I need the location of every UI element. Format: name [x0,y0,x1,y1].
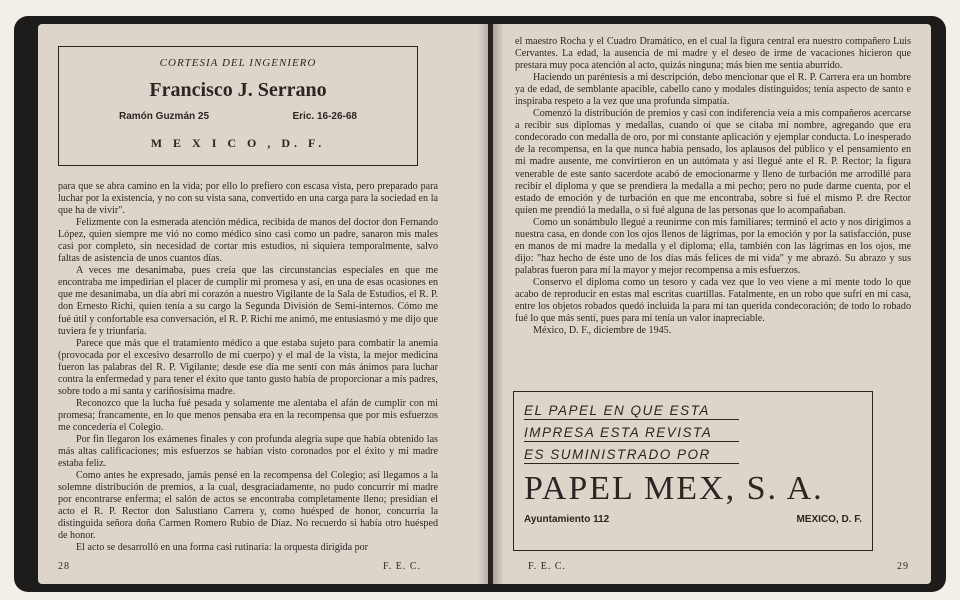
right-page-text [515,36,911,337]
supplier-contact-row [524,514,862,525]
paragraph: Parece que más que el tratamiento médico a que estaba sujeto para combatir la anemia (provocada por el excesivo desarrollo de mi cuerpo) y el mal de la vista, la mejor medicina fueron las palabras del R. P. Vigilante; desde ese día me sentí con más ánimos para luchar contra la enfermedad y para tener el éxito que tanto gusto había de proporcionar a mis padres, sobre todo a mi santa y cariñosísima madre. [58,337,438,397]
sponsor-name: Francisco J. Serrano [149,79,327,101]
supplier-city: MEXICO, D. F. [796,514,862,525]
paragraph: Comenzó la distribución de premios y casi con indiferencia veía a mis compañeros acercarse a recibir sus diplomas y medallas, cuando oí que se citaba mi nombre, agregando que era condecorado con medalla de oro, por mi constante aplicación y ejemplar conducta. Lo inesperado de la recompensa, en la que nunca había pensado, los aplausos del público y el pensamiento en mi madre ausente, me convirtieron en un autómata y así llegué ante el R. P. Rector; la figura venerable de este santo sacerdote acabó de emocionarme y lleno de turbación me arrodillé para recibir el diploma y que se prendiera la medalla a mi pecho; pero no pude darme cuenta, por el estado de emoción y de turbación en que me encontraba, sobre si fué el mismo P. dre Rector quien me prendió la medalla, o si fué alguna de las personas que lo acompañaban. [515,108,911,216]
ad-line-1: EL PAPEL EN QUE ESTA [524,403,739,420]
ad-line-2: IMPRESA ESTA REVISTA [524,425,739,442]
page-number-right: 29 [897,561,909,572]
paragraph: Reconozco que la lucha fué pesada y solamente me alentaba el afán de cumplir con mi promesa; francamente, en lo que menos pensaba era en la recompensa que por mis esfuerzos me concedería el Colegio. [58,397,438,433]
book-gutter [478,24,504,584]
ad-line-3: ES SUMINISTRADO POR [524,447,739,464]
running-footer-left: F. E. C. [383,561,422,572]
supplier-address: Ayuntamiento 112 [524,514,610,525]
paragraph: Conservo el diploma como un tesoro y cada vez que lo veo viene a mi mente todo lo que acabo de reproducir en estas mal escritas cuartillas. Fatalmente, en un robo que sufrí en mi casa, entre los objetos robados quedó incluida la para mí tan querida condecoración; de todo lo robado fué lo que más sentí, pues para mí tenía un valor inapreciable. [515,276,911,325]
paragraph: El acto se desarrolló en una forma casi rutinaria: la orquesta dirigida por [76,542,369,554]
paragraph: A veces me desanimaba, pues creía que las circunstancias especiales en que me encontraba me impedirían el placer de cumplir mi promesa y así, en una de esas ocasiones en que me desanimaba, un día abrí mi corazón a nuestro Vigilante de la Sala de Estudios, el R. P. don Ernesto Richi, quien tenía a su cargo la Segunda División de Semi-internos. Cómo me fué útil y confortable esa conversación, el R. P. Richi me animó, me entusiasmó y me dijo que tuviera fe y triunfaría. [58,265,438,337]
supplier-brand: PAPEL MEX, S. A. [524,470,824,507]
left-page [38,24,488,584]
paragraph: Haciendo un paréntesis a mi descripción, debo mencionar que el R. P. Carrera era un hombre ya de edad, de semblante apacible, cabello cano y modales distinguidos; tenía aspecto de santo e inspiraba respeto a la vez que una profunda simpatía. [515,72,911,108]
right-page [493,24,931,584]
sponsor-contact-row [59,111,417,122]
paragraph: el maestro Rocha y el Cuadro Dramático, en el cual la figura central era nuestro compañero Luis Cervantes. La edad, la ausencia de mi madre y el deseo de irme de vacaciones hicieron que prestara muy poca atención al acto, quizás ninguna; más bien me sentía aburrido. [515,36,911,72]
paragraph: Felizmente con la esmerada atención médica, recibida de manos del doctor don Fernando López, quien siempre me vió no como médico sino casi como un padre, sanaron mis males casi por completo, sin necesidad de cortar mis estudios, ni siquiera temporalmente, salvo faltas de asistencia de unos cuantos días. [58,217,438,265]
paragraph: Como un sonámbulo llegué a reunirme con mis familiares; terminó el acto y nos dirigimos a nuestra casa, en donde con los ojos llenos de lágrimas, por la emoción y por la satisfacción, puse en manos de mi madre la medalla y el diploma; ella, también con las lágrimas en los ojos, me dijo: "haz hecho de éste uno de los días más felices de mi vida" y me abrazó. Su abrazo y sus palabras fueron para mí la mayor y mejor recompensa a mis esfuerzos. [515,216,911,276]
paper-supplier-ad-box [513,391,873,551]
courtesy-ad-box [58,46,418,166]
sponsor-address: Ramón Guzmán 25 [119,111,210,122]
running-footer-right: F. E. C. [528,561,567,572]
courtesy-heading: CORTESIA DEL INGENIERO [159,57,317,69]
left-page-text [58,181,438,554]
sponsor-phone: Eric. 16-26-68 [292,111,357,122]
page-number-left: 28 [58,561,70,572]
sponsor-city: M E X I C O , D. F. [150,136,326,150]
signoff-date: México, D. F., diciembre de 1945. [533,325,672,337]
paragraph: Como antes he expresado, jamás pensé en la recompensa del Colegio; así llegamos a la solemne distribución de premios, a la cual, desgraciadamente, no pudo concurrir mi madre por encontrarse enferma; el salón de actos se encontraba completamente lleno; presidían el acto el R. P. Rector don Salustiano Carrera y, como huésped de honor, concurría la distinguida señora doña Carmen Romero Rubio de Díaz. No recuerdo si había otro huésped de honor. [58,470,438,542]
paragraph: Por fin llegaron los exámenes finales y con profunda alegría supe que había obtenido las más altas calificaciones; mis esfuerzos se habían visto coronados por el éxito y mi madre estaba feliz. [58,433,438,470]
paragraph: para que se abra camino en la vida; por ello lo prefiero con escasa vista, pero preparado para luchar por la existencia, y no con su vista sana, convertido en una carga para la sociedad en la que ha de vivir". [58,181,438,217]
